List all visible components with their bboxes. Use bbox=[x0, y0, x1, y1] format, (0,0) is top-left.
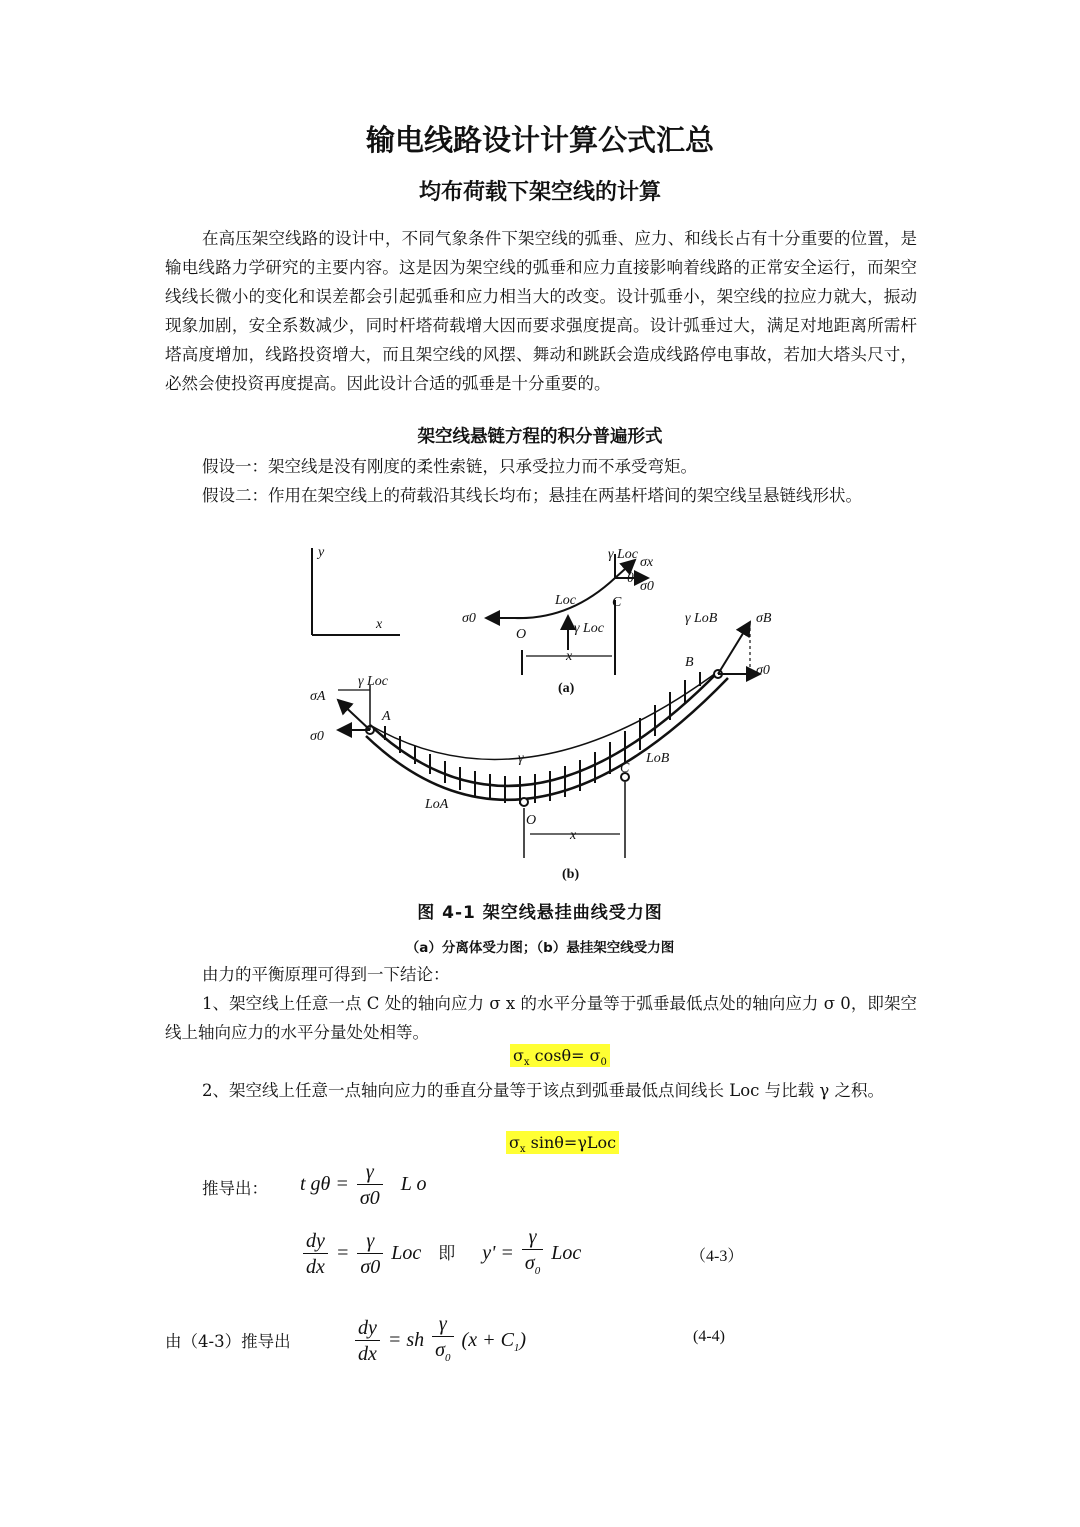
x-distance-label-a: x bbox=[566, 649, 573, 664]
sigma-0-label-b: σ0 bbox=[310, 729, 324, 744]
derive-label: 推导出： bbox=[202, 1179, 268, 1198]
assumption-two: 假设二：作用在架空线上的荷载沿其线长均布；悬挂在两基杆塔间的架空线呈悬链线形状。 bbox=[202, 486, 862, 505]
formula-4-3: $\frac{dy}{dx}$ = $\frac{\gamma}{\sigma 0}$ Loc 即 y' = $\frac{\gamma}{\sigma_0}$ Loc bbox=[300, 1225, 581, 1284]
equation-number-4-3: （4-3） bbox=[690, 1248, 744, 1265]
gamma-loc-down-label: γ Loc bbox=[574, 621, 605, 636]
equation-number-4-4: (4-4) bbox=[693, 1328, 725, 1345]
theta-label: θ bbox=[627, 571, 634, 586]
point-b-label: B bbox=[685, 655, 694, 670]
gamma-label: γ bbox=[518, 751, 524, 766]
gamma-loa-label: γ Loc bbox=[358, 674, 389, 689]
figure-subcaption: （a）分离体受力图；（b）悬挂架空线受力图 bbox=[405, 940, 675, 956]
conclusion-intro: 由力的平衡原理可得到一下结论： bbox=[202, 965, 450, 984]
equation-one-highlight: $\sigma_x$ $\cos\theta= \sigma_0$ bbox=[510, 1044, 610, 1067]
hanging-line-diagram bbox=[338, 622, 760, 858]
figure-caption: 图 4-1 架空线悬挂曲线受力图 bbox=[417, 903, 663, 923]
sigma-0-right-label: σ0 bbox=[756, 663, 770, 678]
assumption-one: 假设一：架空线是没有刚度的柔性索链，只承受拉力而不承受弯矩。 bbox=[202, 457, 697, 476]
formula-4-4: $\frac{dy}{dx}$ = sh $\frac{\gamma}{\sigma_0}$ $(x + C_1)$ bbox=[352, 1312, 526, 1371]
gamma-loc-label-a: γ Loc bbox=[608, 547, 639, 562]
point-c-label-b: C bbox=[620, 761, 630, 776]
y-axis-label: y bbox=[318, 545, 325, 560]
figure-a-label: (a) bbox=[558, 681, 575, 696]
sigma-b-label: σB bbox=[756, 611, 772, 626]
axes-icon bbox=[312, 548, 400, 635]
sigma-0-left-label: σ0 bbox=[462, 611, 476, 626]
formula-tan-theta: t gθ = $\frac{\gamma}{\sigma 0}$ L o bbox=[300, 1161, 427, 1209]
sigma-a-label: σA bbox=[310, 689, 326, 704]
sigma-x-label: σx bbox=[640, 555, 654, 570]
equation-two-highlight: $\sigma_x$ sinθ=γLoc bbox=[506, 1131, 619, 1154]
point-one: 1、架空线上任意一点 C 处的轴向应力 σ x 的水平分量等于弧垂最低点处的轴向应力 σ 0，即架空线上轴向应力的水平分量处处相等。 bbox=[165, 994, 917, 1042]
page-subtitle: 均布荷载下架空线的计算 bbox=[418, 180, 661, 205]
sigma-0-label-a: σ0 bbox=[640, 579, 654, 594]
x-axis-label: x bbox=[376, 617, 383, 632]
point-two: 2、架空线上任意一点轴向应力的垂直分量等于该点到弧垂最低点间线长 Loc 与比载 γ 之积。 bbox=[202, 1081, 884, 1100]
derive-from-4-3-label: 由（4-3）推导出 bbox=[165, 1332, 291, 1351]
section-heading: 架空线悬链方程的积分普遍形式 bbox=[417, 427, 663, 447]
equation-one bbox=[510, 1046, 610, 1068]
point-o-label-a: O bbox=[516, 627, 527, 642]
loa-label: LoA bbox=[425, 797, 449, 812]
lob-label: LoB bbox=[646, 751, 670, 766]
catenary-figure bbox=[290, 540, 790, 890]
gamma-lob-label: γ LoB bbox=[685, 611, 718, 626]
point-c-label-a: C bbox=[612, 595, 622, 610]
page-title: 输电线路设计计算公式汇总 bbox=[365, 123, 714, 157]
point-o-label-b: O bbox=[526, 813, 537, 828]
x-distance-label-b: x bbox=[570, 828, 577, 843]
equation-two bbox=[506, 1133, 619, 1155]
figure-b-label: (b) bbox=[562, 867, 580, 882]
point-a-label: A bbox=[382, 709, 391, 724]
intro-paragraph: 在高压架空线路的设计中，不同气象条件下架空线的弧垂、应力、和线长占有十分重要的位置，是输电线路力学研究的主要内容。这是因为架空线的弧垂和应力直接影响着线路的正常安全运行，而架空线线长微小的变化和误差都会引起弧垂和应力相当大的改变。设计弧垂小，架空线的拉应力就大，振动现象加剧，安全系数减少，同时杆塔荷载增大因而要求强度提高。设计弧垂过大，满足对地距离所需杆塔高度增加，线路投资增大，而且架空线的风摆、舞动和跳跃会造成线路停电事故，若加大塔头尺寸，必然会使投资再度提高。因此设计合适的弧垂是十分重要的。 bbox=[165, 229, 917, 393]
loc-label: Loc bbox=[555, 593, 576, 608]
